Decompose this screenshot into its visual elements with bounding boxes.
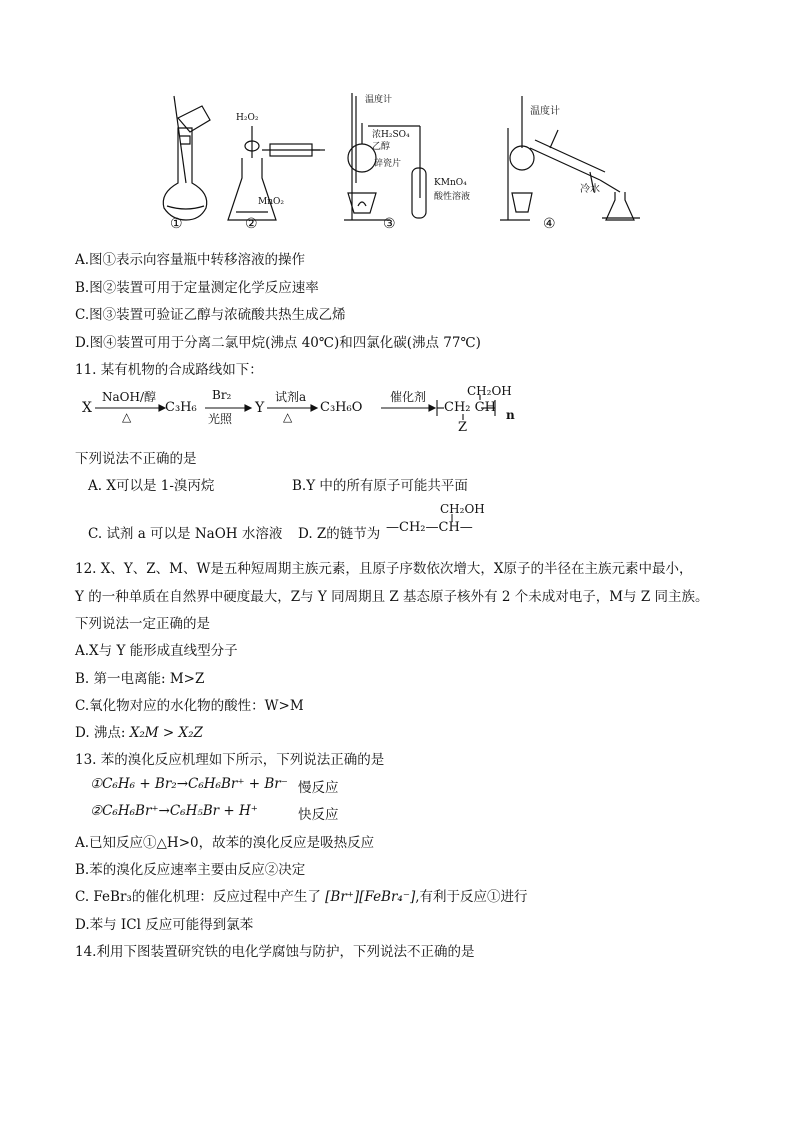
route-n: n xyxy=(506,408,515,422)
q10-option-a: A.图①表示向容量瓶中转移溶液的操作 xyxy=(75,252,306,268)
figure-label-1: ① xyxy=(170,216,183,232)
fig2-label-top: H₂O₂ xyxy=(236,113,259,123)
q12-line-1: 12. X、Y、Z、M、W是五种短周期主族元素，且原子序数依次增大，X原子的半径在主族元素中最小， xyxy=(75,561,693,577)
route-condition-3: △ xyxy=(283,410,293,424)
route-x: X xyxy=(82,400,92,416)
q13-option-c xyxy=(75,885,528,905)
q12-option-d xyxy=(75,721,203,741)
fig3-label-chips: 碎瓷片 xyxy=(374,159,402,169)
q13-option-c-suffix: ,有利于反应①进行 xyxy=(415,889,528,905)
q10-option-c: C.图③装置可验证乙醇与浓硫酸共热生成乙烯 xyxy=(75,307,346,323)
route-condition-1: △ xyxy=(122,410,132,424)
route-y: Y xyxy=(255,400,265,416)
fig3-label-kmno4: KMnO₄ xyxy=(434,178,467,188)
q12-line-2: Y 的一种单质在自然界中硬度最大，Z与 Y 同周期且 Z 基态原子核外有 2 个未成对电子，M与 Z 同主族。 xyxy=(75,589,709,605)
q13-stem: 13. 苯的溴化反应机理如下所示，下列说法正确的是 xyxy=(75,752,385,768)
route-reagent-1: NaOH/醇 xyxy=(102,390,157,404)
fig3-label-thermometer: 温度计 xyxy=(365,95,393,105)
q11-option-a: A. X可以是 1-溴丙烷 xyxy=(88,478,215,494)
fig2-label-bottom: MnO₂ xyxy=(258,197,284,207)
q13-reaction-2: ②C₆H₆Br⁺→C₆H₅Br + H⁺ xyxy=(90,803,258,819)
q13-reaction-1-speed: 慢反应 xyxy=(298,780,339,796)
route-product-1: C₃H₆ xyxy=(165,400,197,415)
q11-d-chain: —CH₂—CH— xyxy=(386,520,473,535)
route-product-3: C₃H₆O xyxy=(320,400,363,415)
q11-ask: 下列说法不正确的是 xyxy=(75,451,197,467)
fig3-label-kmno4-acid: 酸性溶液 xyxy=(434,192,471,202)
q13-option-c-prefix: C. FeBr₃的催化机理：反应过程中产生了 xyxy=(75,889,321,905)
route-polymer: CH₂ CH xyxy=(444,400,496,415)
q13-reaction-1: ①C₆H₆ + Br₂→C₆H₆Br⁺ + Br⁻ xyxy=(90,776,288,792)
route-condition-2: 光照 xyxy=(208,412,233,426)
q10-option-b: B.图②装置可用于定量测定化学反应速率 xyxy=(75,280,319,296)
route-z: Z xyxy=(458,420,468,435)
q12-option-b: B. 第一电离能: M>Z xyxy=(75,671,205,687)
fig3-label-ethanol: 乙醇 xyxy=(372,142,391,152)
figure-label-3: ③ xyxy=(383,216,396,232)
route-side-chain: CH₂OH xyxy=(467,384,512,398)
q10-option-d: D.图④装置可用于分离二氯甲烷(沸点 40℃)和四氯化碳(沸点 77℃) xyxy=(75,335,481,351)
figure-label-2: ② xyxy=(245,216,258,232)
q12-option-c: C.氧化物对应的水化物的酸性：W>M xyxy=(75,698,304,714)
route-reagent-4: 催化剂 xyxy=(390,390,427,404)
q13-option-c-equation: [Br⁺][FeBr₄⁻] xyxy=(325,889,416,905)
q12-option-d-equation: X₂M > X₂Z xyxy=(129,725,203,741)
q13-option-b: B.苯的溴化反应速率主要由反应②决定 xyxy=(75,862,306,878)
q12-option-a: A.X与 Y 能形成直线型分子 xyxy=(75,643,238,659)
q13-option-d: D.苯与 ICl 反应可能得到氯苯 xyxy=(75,917,254,933)
q11-d-bond xyxy=(450,514,454,522)
fig3-label-acid: 浓H₂SO₄ xyxy=(372,130,410,140)
q11-option-d: D. Z的链节为 xyxy=(298,526,381,542)
fig4-label-thermometer: 温度计 xyxy=(530,106,560,117)
q13-option-a: A.已知反应①△H>0，故苯的溴化反应是吸热反应 xyxy=(75,835,375,851)
q14-stem: 14.利用下图装置研究铁的电化学腐蚀与防护，下列说法不正确的是 xyxy=(75,944,475,960)
q11-stem: 11. 某有机物的合成路线如下： xyxy=(75,362,263,378)
q11-option-c: C. 试剂 a 可以是 NaOH 水溶液 xyxy=(88,526,283,542)
q12-option-d-label: D. 沸点: xyxy=(75,725,130,741)
figure-1-volumetric-flask xyxy=(163,96,210,220)
route-reagent-2: Br₂ xyxy=(212,388,232,402)
figure-label-4: ④ xyxy=(543,216,556,232)
figure-4-distillation-apparatus xyxy=(500,96,640,220)
q11-d-side-chain: CH₂OH xyxy=(440,502,485,516)
route-arrows xyxy=(75,380,525,430)
q12-ask: 下列说法一定正确的是 xyxy=(75,616,210,632)
q13-reaction-2-speed: 快反应 xyxy=(298,807,339,823)
fig4-label-water: 冷水 xyxy=(580,184,600,195)
route-reagent-3: 试剂a xyxy=(275,390,307,404)
q11-option-b: B.Y 中的所有原子可能共平面 xyxy=(292,478,468,494)
